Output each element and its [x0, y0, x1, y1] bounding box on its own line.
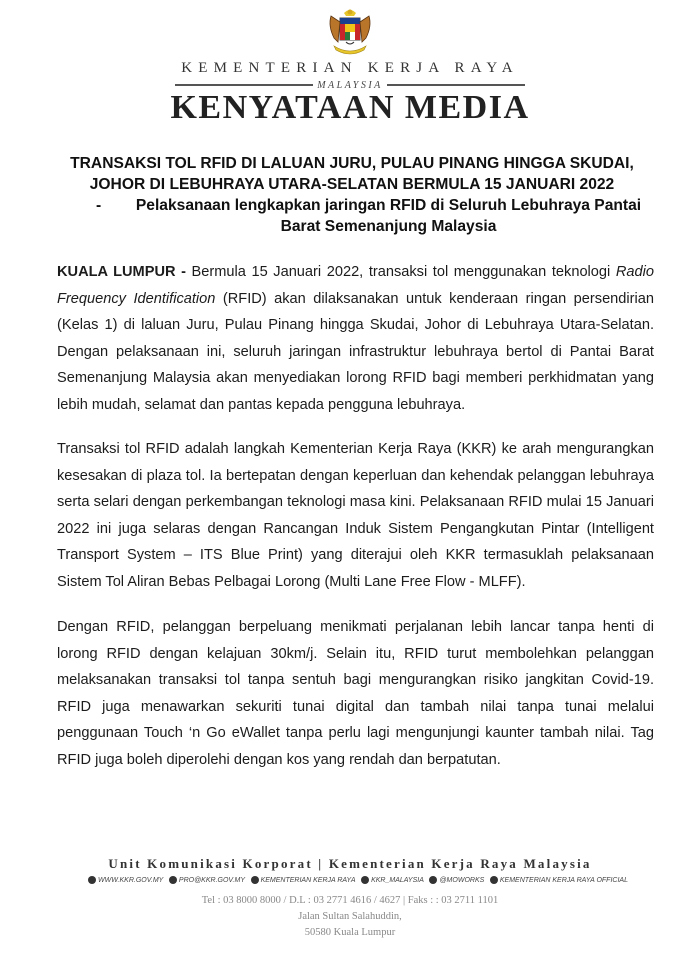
paragraph-3: Dengan RFID, pelanggan berpeluang menikmati perjalanan lebih lancar tanpa henti di lorong RFID dengan kelajuan 30km/j. Selain itu, RFID turut membolehkan pelanggan melaksanakan transaksi tol tanpa sentuh bagi mengurangkan risiko jangkitan Covid-19. RFID juga menawarkan sekuriti tunai digital dan tambah nilai tanpa tunai melalui penggunaan Touch ‘n Go eWallet tanpa perlu lagi mengunjungi kaunter tambah nilai. Tag RFID juga boleh diperolehi dengan kos yang rendah dan berpatutan.: [57, 619, 654, 768]
footer-unit-name: Unit Komunikasi Korporat | Kementerian Kerja Raya Malaysia: [108, 856, 592, 871]
divider-right: [387, 84, 525, 86]
country-label: MALAYSIA: [317, 79, 383, 91]
globe-icon: [88, 876, 96, 884]
social-label: WWW.KKR.GOV.MY: [98, 876, 164, 884]
document-type-heading: KENYATAAN MEDIA: [170, 89, 530, 126]
email-icon: [169, 876, 177, 884]
sub-headline: [80, 195, 660, 237]
social-label: KEMENTERIAN KERJA RAYA OFFICIAL: [499, 876, 628, 884]
address-line-1: Jalan Sultan Salahuddin,: [298, 911, 402, 922]
paragraph-2: Transaksi tol RFID adalah langkah Kementerian Kerja Raya (KKR) ke arah mengurangkan kesesakan di plaza tol. Ia bertepatan dengan keperluan dan kehendak pelanggan lebuhraya serta selari dengan perkembangan teknologi masa kini. Pelaksanaan RFID mulai 15 Januari 2022 ini juga selaras dengan Rancangan Induk Sistem Pengangkutan Pintar (Intelligent Transport System – ITS Blue Print) yang diterajui oleh KKR termasuklah pelaksanaan Sistem Tol Aliran Bebas Pelbagai Lorong (Multi Lane Free Flow - MLFF).: [57, 441, 654, 590]
social-twitter[interactable]: [429, 876, 484, 884]
facebook-icon: [251, 876, 259, 884]
social-label: @MOWORKS: [439, 876, 485, 884]
social-facebook[interactable]: [251, 876, 356, 884]
sub-headline-text: Pelaksanaan lengkapkan jaringan RFID di Seluruh Lebuhraya Pantai Barat Semenanjung Malaysia: [135, 197, 642, 235]
social-email[interactable]: [169, 876, 245, 884]
address-line-2: 50580 Kuala Lumpur: [304, 927, 396, 938]
malaysia-coat-of-arms-icon: [326, 8, 374, 58]
social-website[interactable]: [88, 876, 163, 884]
twitter-icon: [429, 876, 437, 884]
social-label: KEMENTERIAN KERJA RAYA: [260, 876, 356, 884]
social-instagram[interactable]: [361, 876, 424, 884]
paragraph-1-part-2: (RFID) akan dilaksanakan untuk kenderaan ringan persendirian (Kelas 1) di laluan Juru, Pulau Pinang hingga Skudai, Johor di Lebuhraya Utara-Selatan. Dengan pelaksanaan ini, seluruh jaringan infrastruktur lebuhraya bertol di Pantai Barat Semenanjung Malaysia akan menyediakan lorong RFID bagi memberi perkhidmatan yang lebih mudah, selamat dan pantas kepada pengguna lebuhraya.: [57, 290, 654, 413]
divider-left: [175, 84, 313, 86]
dateline: KUALA LUMPUR -: [57, 264, 186, 280]
social-label: PRO@KKR.GOV.MY: [178, 876, 246, 884]
social-links: [88, 876, 628, 884]
headline: TRANSAKSI TOL RFID DI LALUAN JURU, PULAU PINANG HINGGA SKUDAI, JOHOR DI LEBUHRAYA UTARA-SELATAN BERMULA 15 JANUARI 2022: [70, 155, 634, 193]
ministry-name: KEMENTERIAN KERJA RAYA: [181, 60, 519, 76]
contact-phone: Tel : 03 8000 8000 / D.L : 03 2771 4616 / 4627 | Faks : : 03 2711 1101: [201, 895, 499, 906]
bullet-dash: -: [96, 197, 102, 214]
paragraph-1: [57, 259, 654, 419]
paragraph-1-italic: Radio Frequency Identification: [57, 264, 654, 307]
youtube-icon: [490, 876, 498, 884]
instagram-icon: [361, 876, 369, 884]
social-label: KKR_MALAYSIA: [371, 876, 424, 884]
paragraph-1-part-1: Bermula 15 Januari 2022, transaksi tol menggunakan teknologi: [185, 264, 616, 280]
social-youtube[interactable]: [490, 876, 628, 884]
